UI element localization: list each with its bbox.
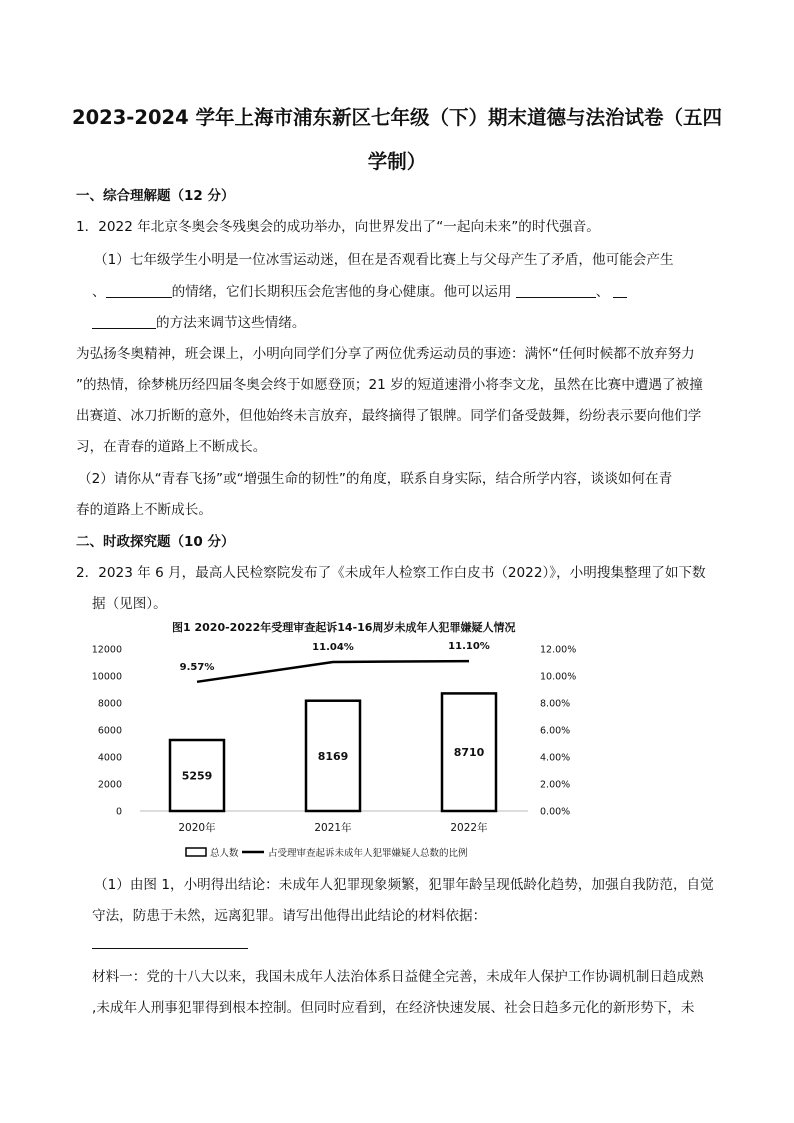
section-2-heading: 二、时政探究题（10 分）	[76, 534, 235, 550]
separator-text: 、	[595, 284, 610, 300]
question-2-1-line-2: 守法，防患于未然，远离犯罪。请写出他得出此结论的材料依据：	[92, 908, 487, 924]
answer-blank-method-1[interactable]	[516, 283, 596, 298]
legend-line-label: 占受理审查起诉未成年人犯罪嫌疑人总数的比例	[268, 848, 468, 859]
right-axis-tick-label: 12.00%	[540, 644, 577, 656]
left-axis-tick-label: 2000	[97, 779, 122, 791]
legend-bar-label: 总人数	[210, 848, 239, 859]
legend-bar-swatch	[186, 848, 206, 856]
question-1-stem: 1．2022 年北京冬奥会冬残奥会的成功举办，向世界发出了“一起向未来”的时代强音。	[76, 219, 600, 235]
title-line-1: 2023-2024 学年上海市浦东新区七年级（下）期末道德与法治试卷（五四	[72, 106, 722, 129]
left-axis-ticks	[92, 645, 122, 818]
ratio-line	[197, 661, 469, 682]
ratio-value-label: 9.57%	[179, 661, 215, 673]
juvenile-crime-chart	[82, 612, 602, 862]
left-axis-tick-label: 6000	[97, 725, 122, 737]
ratio-line-series	[197, 661, 469, 682]
right-axis-tick-label: 0.00%	[540, 806, 571, 818]
left-axis-tick-label: 0	[115, 806, 122, 818]
left-axis-tick-label: 4000	[97, 752, 122, 764]
chart-title: 图1 2020-2022年受理审查起诉14-16周岁未成年人犯罪嫌疑人情况	[172, 621, 516, 634]
chart-legend	[186, 847, 468, 859]
question-1-2-line-2: 春的道路上不断成长。	[76, 502, 212, 518]
right-axis-tick-label: 2.00%	[540, 779, 571, 791]
right-axis-ticks	[540, 645, 576, 818]
question-2-1-line-1: （1）由图 1，小明得出结论：未成年人犯罪现象频繁，犯罪年龄呈现低龄化趋势，加强自我防范，自觉	[94, 877, 714, 893]
ratio-value-labels	[180, 641, 490, 673]
bar-value-label: 5259	[181, 769, 213, 783]
answer-blank-method-2[interactable]	[92, 314, 156, 329]
answer-blank-emotion-2[interactable]	[106, 283, 172, 298]
question-1-1-line-1: （1）七年级学生小明是一位冰雪运动迷，但在是否观看比赛上与父母产生了矛盾，他可能会产生	[94, 252, 674, 268]
x-axis-category-label: 2020年	[178, 822, 216, 834]
question-1-1-tail: 的方法来调节这些情绪。	[156, 315, 306, 331]
exam-title	[72, 96, 722, 184]
ratio-value-label: 11.04%	[312, 641, 354, 653]
separator-text: 、	[92, 284, 106, 300]
right-axis-tick-label: 4.00%	[540, 752, 571, 764]
material-1-line-2: ,未成年人刑事犯罪得到根本控制。但同时应看到，在经济快速发展、社会日趋多元化的新形势下，未	[92, 1000, 695, 1016]
left-axis-tick-label: 12000	[91, 644, 122, 656]
answer-line[interactable]	[92, 948, 248, 949]
question-1-1-line-2	[92, 280, 627, 300]
question-1-1-line-3	[92, 311, 306, 331]
bar-value-label: 8169	[317, 749, 349, 763]
title-line-2: 学制）	[367, 150, 427, 173]
answer-blank-method-2-start[interactable]	[613, 283, 627, 298]
material-paragraph-line-4: 习，在青春的道路上不断成长。	[76, 439, 267, 455]
right-axis-tick-label: 6.00%	[540, 725, 571, 737]
question-1-2-line-1: （2）请你从“青春飞扬”或“增强生命的韧性”的角度，联系自身实际，结合所学内容，谈谈如何在青	[78, 471, 673, 487]
material-1-line-1: 材料一：党的十八大以来，我国未成年人法治体系日益健全完善，未成年人保护工作协调机制日趋成熟	[92, 969, 704, 985]
right-axis-tick-label: 10.00%	[540, 671, 577, 683]
question-1-1-text: 的情绪，它们长期积压会危害他的身心健康。他可以运用	[171, 284, 516, 300]
material-paragraph-line-2: ”的热情，徐梦桃历经四届冬奥会终于如愿登顶；21 岁的短道速滑小将李文龙，虽然在比赛中遭遇了被撞	[76, 377, 703, 393]
left-axis-tick-label: 8000	[97, 698, 122, 710]
material-paragraph-line-1: 为弘扬冬奥精神，班会课上，小明向同学们分享了两位优秀运动员的事迹：满怀“任何时候都不放弃努力	[76, 346, 695, 362]
left-axis-tick-label: 10000	[91, 671, 122, 683]
material-paragraph-line-3: 出赛道、冰刀折断的意外，但他始终未言放弃，最终摘得了银牌。同学们备受鼓舞，纷纷表示要向他们学	[76, 408, 702, 424]
ratio-value-label: 11.10%	[448, 641, 490, 653]
section-1-heading: 一、综合理解题（12 分）	[76, 188, 235, 204]
right-axis-tick-label: 8.00%	[540, 698, 571, 710]
x-axis-category-label: 2022年	[450, 822, 488, 834]
question-2-stem-line-2: 据（见图）。	[92, 596, 167, 612]
x-axis-category-label: 2021年	[314, 822, 352, 834]
bar-value-label: 8710	[453, 746, 485, 760]
question-2-stem-line-1: 2．2023 年 6 月，最高人民检察院发布了《未成年人检察工作白皮书（2022）》，小明搜集整理了如下数	[76, 565, 706, 581]
x-axis-category-labels	[178, 821, 488, 834]
